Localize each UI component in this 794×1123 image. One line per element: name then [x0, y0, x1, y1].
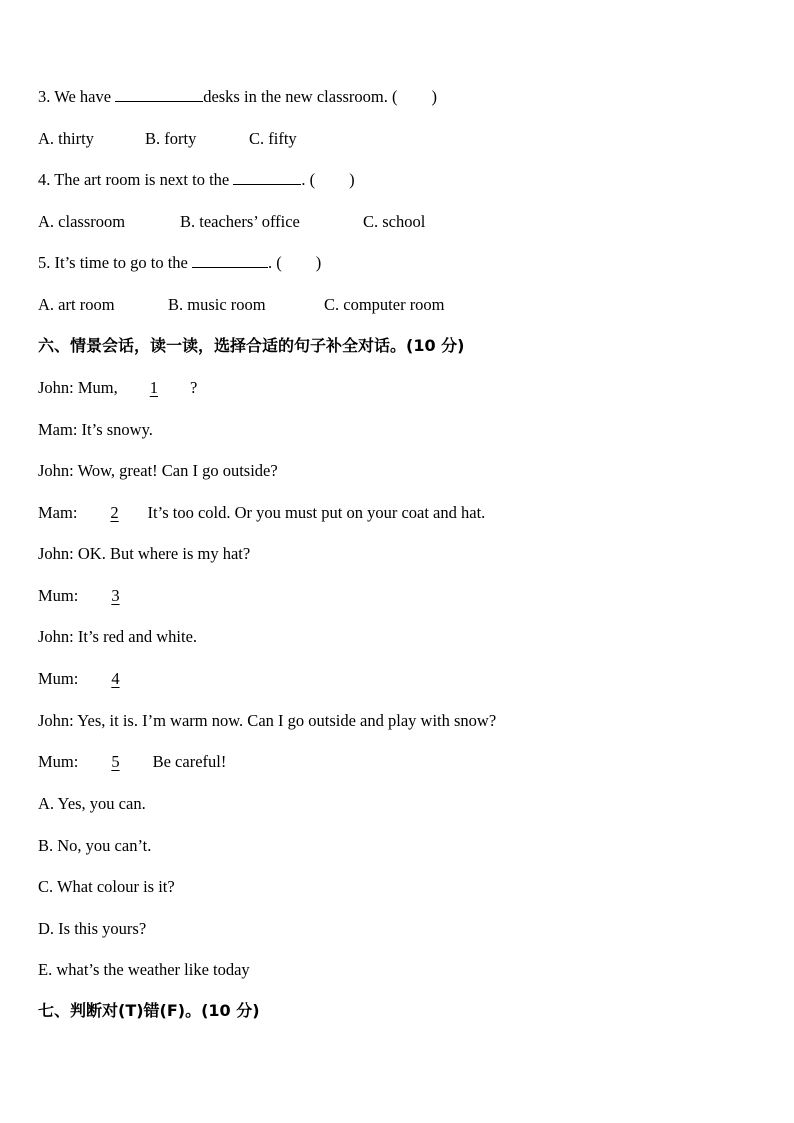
question-4-option-c: C. school: [363, 212, 426, 231]
question-5-option-b: B. music room: [168, 295, 266, 314]
question-3-option-c: C. fifty: [249, 129, 297, 148]
choice-b: B. No, you can’t.: [38, 836, 152, 855]
dialogue-line-9: [38, 711, 496, 731]
dialogue-line-4-after: It’s too cold. Or you must put on your coat and hat.: [147, 503, 486, 522]
dialogue-line-1-text: John: Mum,: [38, 378, 122, 397]
question-4-paren-close: ): [349, 170, 355, 189]
question-3-paren-close: ): [431, 87, 437, 106]
dialogue-line-6-text: Mum:: [38, 586, 83, 605]
dialogue-line-7-text: John: It’s red and white.: [38, 627, 198, 646]
section-7-heading: 七、判断对(T)错(F)。(10 分): [38, 1001, 260, 1020]
section-6-heading: 六、情景会话，读一读，选择合适的句子补全对话。(10 分): [38, 336, 465, 355]
dialogue-line-4-text: Mam:: [38, 503, 82, 522]
question-3-text-post: desks in the new classroom. (: [203, 87, 398, 106]
dialogue-line-2-text: Mam: It’s snowy.: [38, 420, 153, 439]
dialogue-line-3-text: John: Wow, great! Can I go outside?: [38, 461, 278, 480]
question-5: [38, 253, 321, 273]
question-4-text-post: . (: [301, 170, 316, 189]
dialogue-blank-5[interactable]: 5: [111, 752, 120, 771]
choice-c: C. What colour is it?: [38, 877, 175, 896]
dialogue-line-8-text: Mum:: [38, 669, 83, 688]
dialogue-line-2: [38, 420, 153, 440]
dialogue-line-3: [38, 461, 278, 481]
question-3: [38, 87, 437, 107]
dialogue-line-1-after: ?: [185, 378, 198, 397]
dialogue-line-6: [38, 586, 148, 606]
question-4-text-pre: 4. The art room is next to the: [38, 170, 234, 189]
dialogue-line-5-text: John: OK. But where is my hat?: [38, 544, 251, 563]
question-5-option-a: A. art room: [38, 295, 115, 314]
question-5-blank[interactable]: [192, 253, 268, 268]
question-3-option-a: A. thirty: [38, 129, 94, 148]
choice-a: A. Yes, you can.: [38, 794, 146, 813]
dialogue-line-10-after: Be careful!: [148, 752, 227, 771]
dialogue-line-9-text: John: Yes, it is. I’m warm now. Can I go outside and play with snow?: [38, 711, 497, 730]
question-3-option-b: B. forty: [145, 129, 197, 148]
dialogue-line-4: [38, 503, 485, 523]
dialogue-line-8: [38, 669, 148, 689]
question-4-blank[interactable]: [233, 170, 301, 185]
dialogue-blank-2[interactable]: 2: [110, 503, 119, 522]
choice-d: D. Is this yours?: [38, 919, 147, 938]
dialogue-line-1: [38, 378, 197, 398]
question-4-options: [38, 212, 425, 232]
dialogue-line-5: [38, 544, 250, 564]
question-4-option-a: A. classroom: [38, 212, 126, 231]
question-5-text-post: . (: [268, 253, 282, 272]
question-5-options: [38, 295, 445, 315]
dialogue-blank-4[interactable]: 4: [111, 669, 120, 688]
choice-e: E. what’s the weather like today: [38, 960, 250, 979]
question-3-blank[interactable]: [115, 87, 203, 102]
question-3-options: [38, 129, 297, 149]
question-4-option-b: B. teachers’ office: [180, 212, 300, 231]
question-5-paren-close: ): [315, 253, 322, 272]
dialogue-line-10-text: Mum:: [38, 752, 83, 771]
question-3-text-pre: 3. We have: [38, 87, 116, 106]
question-5-option-c: C. computer room: [324, 295, 445, 314]
question-4: [38, 170, 355, 190]
dialogue-line-7: [38, 627, 197, 647]
question-5-text-pre: 5. It’s time to go to the: [38, 253, 192, 272]
dialogue-blank-1[interactable]: 1: [149, 378, 159, 397]
dialogue-line-10: [38, 752, 226, 772]
dialogue-blank-3[interactable]: 3: [111, 586, 120, 605]
